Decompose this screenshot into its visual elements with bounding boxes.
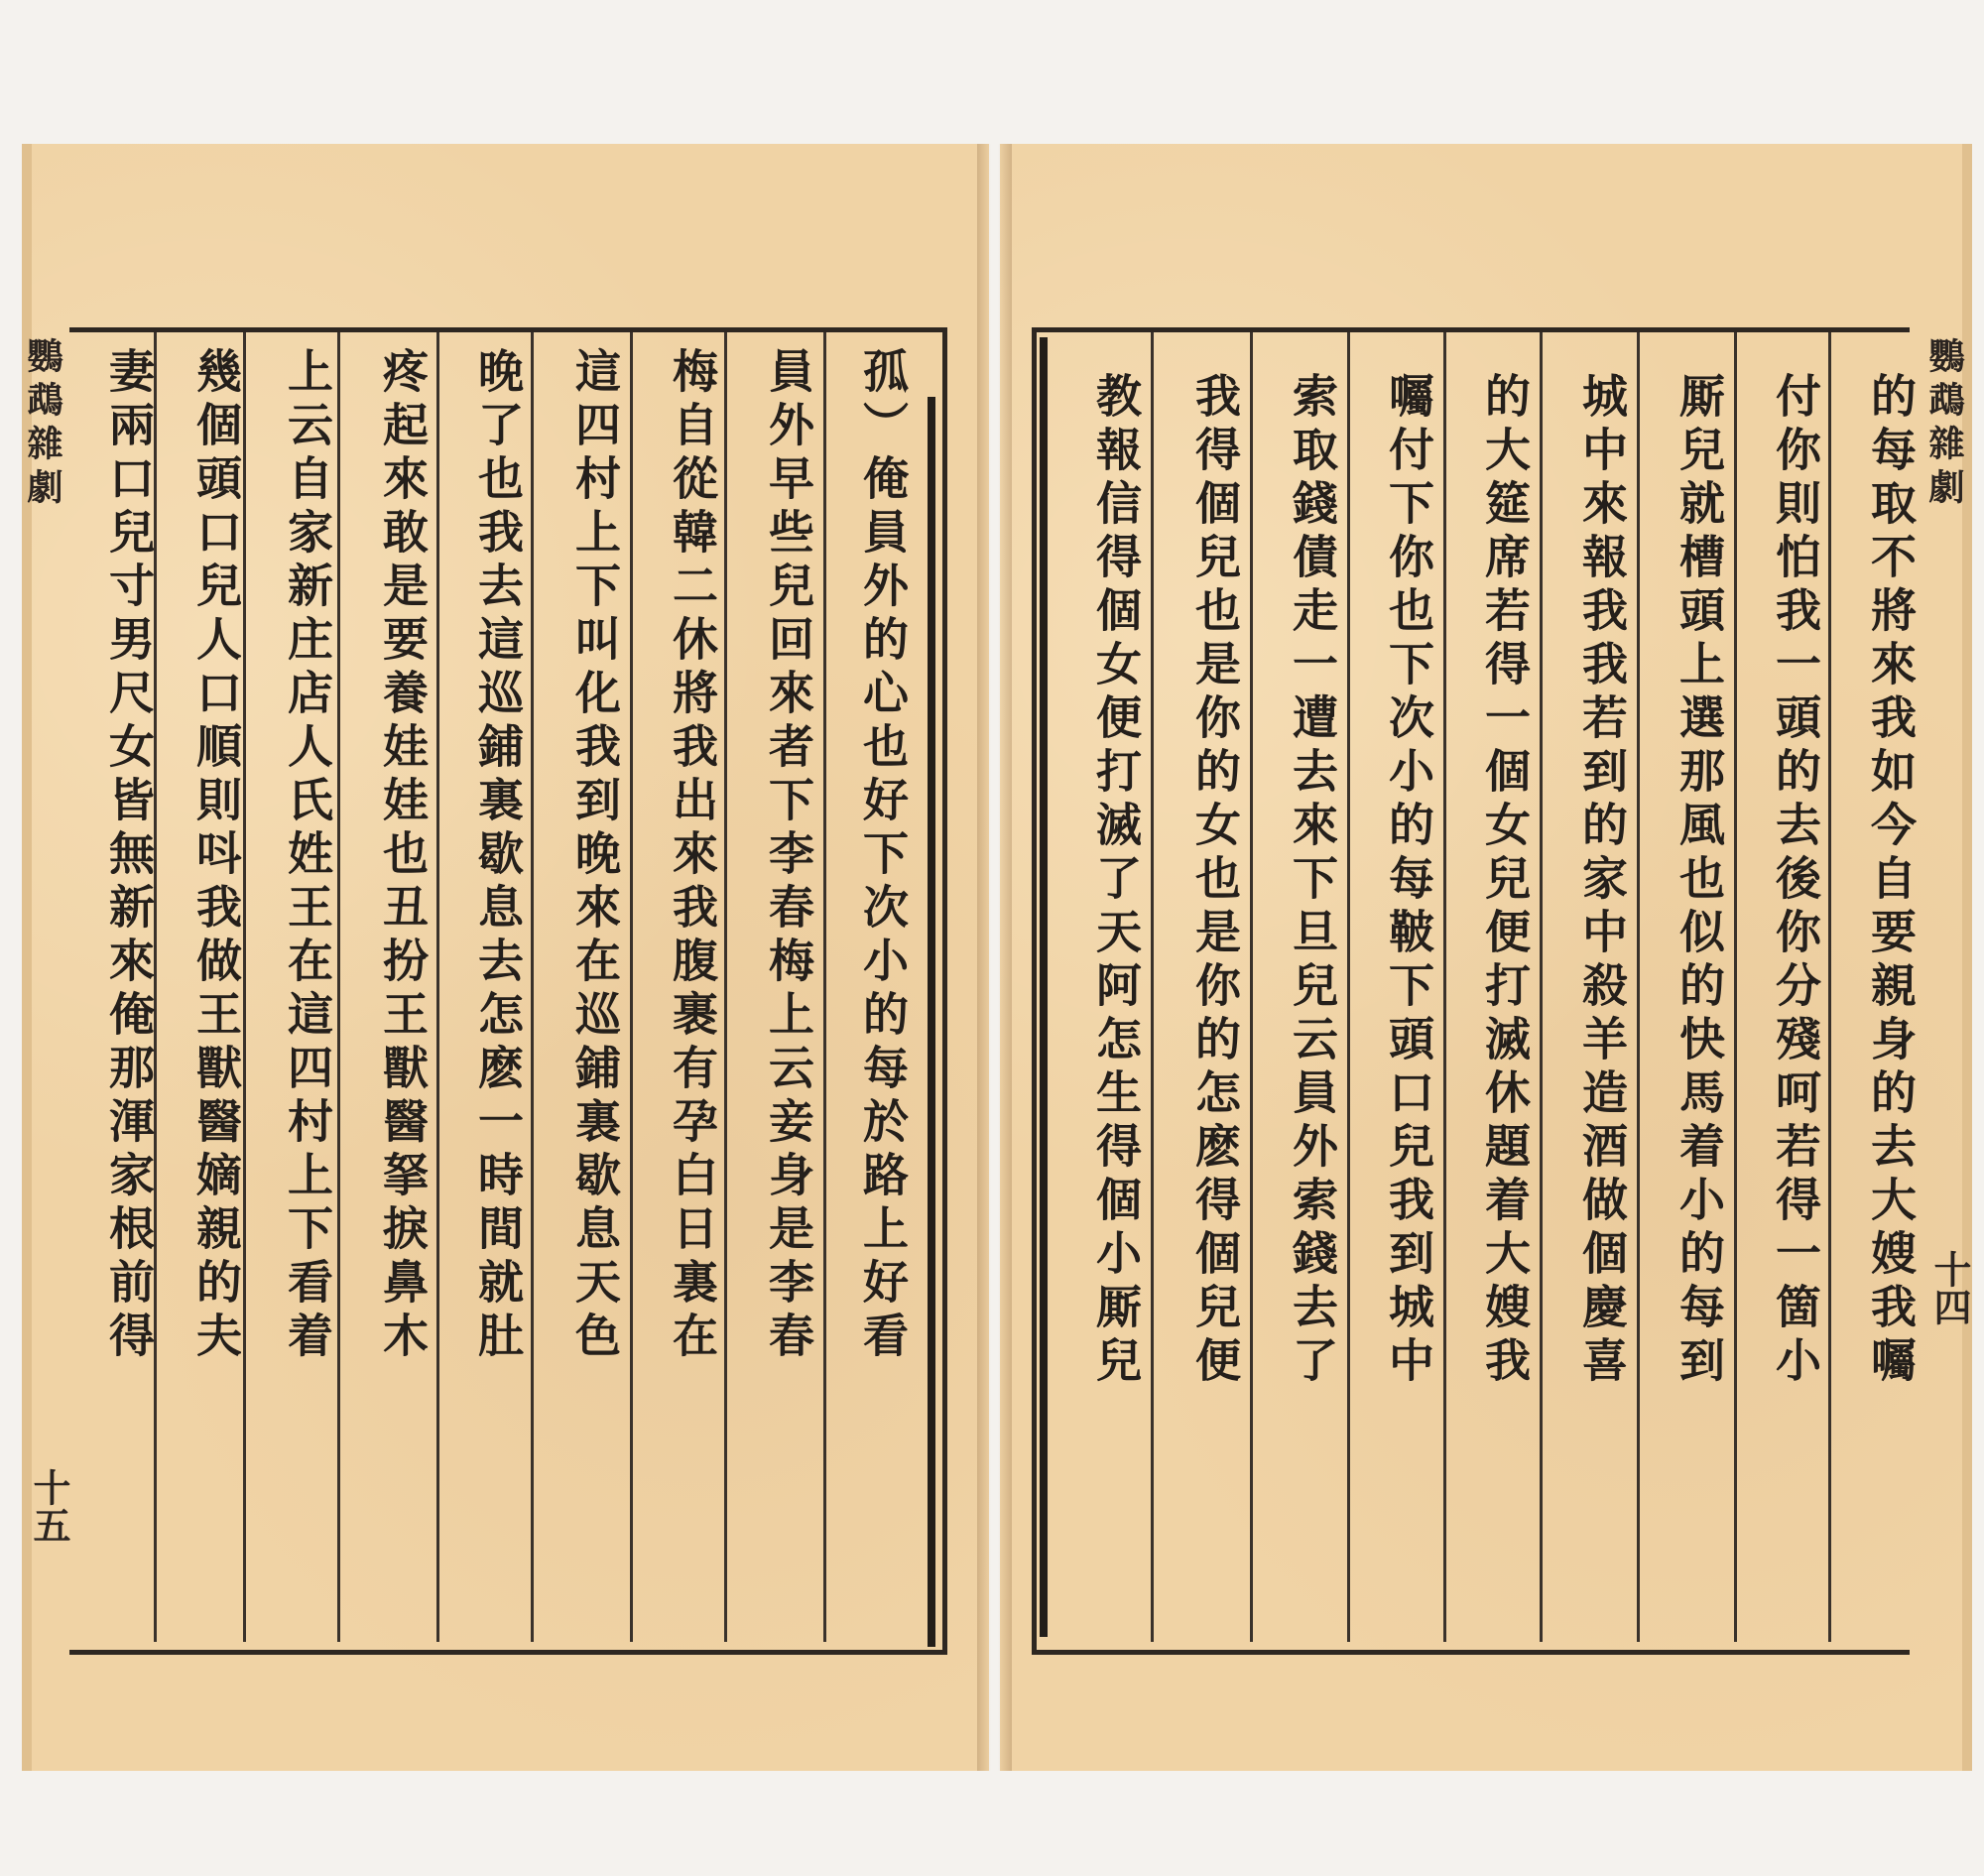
right-margin-title: 鸚鵡雜劇 — [1923, 337, 1965, 512]
right-text-column-3: 索取錢債走一遭去來下旦兒云員外索錢去了 — [1286, 372, 1339, 1390]
left-margin-title: 鸚鵡雜劇 — [22, 337, 63, 512]
right-text-column-5: 的大筵席若得一個女兒便打滅休題着大嫂我 — [1478, 372, 1532, 1390]
left-text-column-7: 梅自從韓二休將我出來我腹裹有孕白日裏在 — [666, 347, 719, 1365]
book-gutter — [977, 144, 1012, 1771]
left-text-column-4: 疼起來敢是要養娃娃也丑扮王獸醫拏捩鼻木 — [376, 347, 430, 1365]
left-text-column-5: 晚了也我去這巡鋪裏歇息去怎麽一時間就肚 — [471, 347, 525, 1365]
right-page-number: 十四 — [1927, 1250, 1972, 1325]
left-text-column-2: 幾個頭口兒人口順則呌我做王獸醫嫡親的夫 — [189, 347, 243, 1365]
left-page-number: 十五 — [27, 1468, 71, 1544]
right-text-column-4: 囑付下你也下次小的每鞁下頭口兒我到城中 — [1382, 372, 1435, 1390]
right-text-column-7: 厮兒就槽頭上選那風也似的快馬着小的每到 — [1673, 372, 1726, 1390]
right-text-column-9: 的每取不將來我如今自要親身的去大嫂我囑 — [1864, 372, 1918, 1390]
left-text-column-6: 這四村上下叫化我到晚來在巡鋪裏歇息天色 — [568, 347, 622, 1365]
right-inner-rule — [1040, 337, 1048, 1637]
right-text-column-2: 我得個兒也是你的女也是你的怎麽得個兒便 — [1188, 372, 1242, 1390]
left-text-column-3: 上云自家新庄店人氏姓王在這四村上下看着 — [281, 347, 334, 1365]
right-text-column-6: 城中來報我我若到的家中殺羊造酒做個慶喜 — [1575, 372, 1629, 1390]
left-text-column-1: 妻兩口兒寸男尺女皆無新來俺那渾家根前得 — [102, 347, 156, 1365]
left-text-column-8: 員外早些兒回來者下李春梅上云妾身是李春 — [762, 347, 815, 1365]
left-text-column-9: 孤）俺員外的心也好下次小的每於路上好看 — [856, 347, 910, 1365]
right-text-column-1: 教報信得個女便打滅了天阿怎生得個小厮兒 — [1089, 372, 1143, 1390]
left-inner-rule — [928, 397, 935, 1647]
right-text-column-8: 付你則怕我一頭的去後你分殘呵若得一箇小 — [1769, 372, 1822, 1390]
